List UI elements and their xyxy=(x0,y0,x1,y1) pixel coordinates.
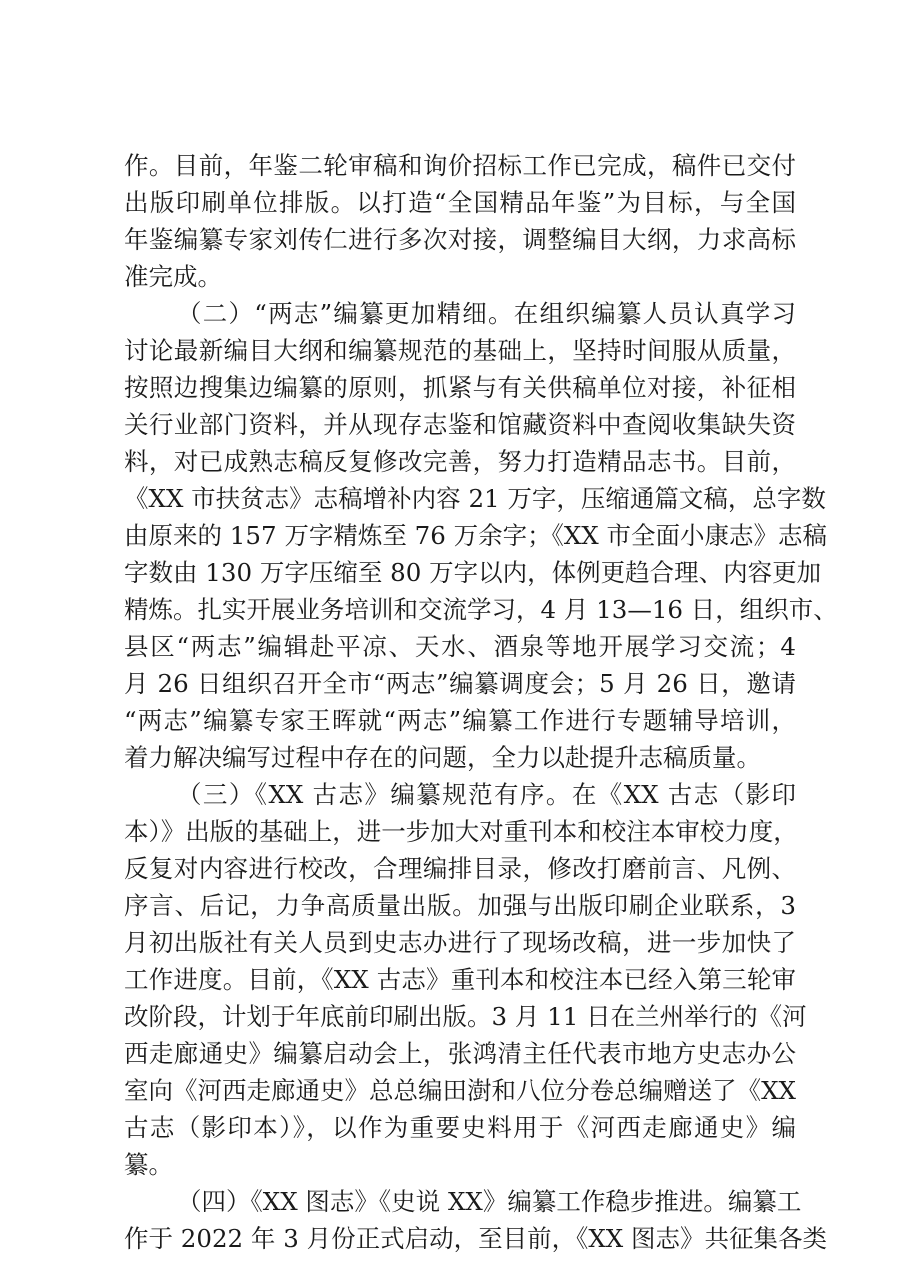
paragraph-line: 关行业部门资料，并从现存志鉴和馆藏资料中查阅收集缺失资 xyxy=(124,410,796,439)
paragraph-line: 字数由 130 万字压缩至 80 万字以内，体例更趋合理、内容更加 xyxy=(124,558,822,587)
paragraph-line: 出版印刷单位排版。以打造“全国精品年鉴”为目标，与全国 xyxy=(124,188,796,217)
paragraph-line: 纂。 xyxy=(124,1150,173,1179)
paragraph-line: 室向《河西走廊通史》总总编田澍和八位分卷总编赠送了《XX xyxy=(124,1076,796,1105)
paragraph-line: 按照边搜集边编纂的原则，抓紧与有关供稿单位对接，补征相 xyxy=(124,373,796,402)
paragraph-line: 《XX 市扶贫志》志稿增补内容 21 万字，压缩通篇文稿，总字数 xyxy=(124,484,826,513)
paragraph-line: 工作进度。目前，《XX 古志》重刊本和校注本已经入第三轮审 xyxy=(124,965,796,994)
paragraph-line: “两志”编纂专家王晖就“两志”编纂工作进行专题辅导培训， xyxy=(124,706,796,735)
section-heading-line: （三）《XX 古志》编纂规范有序。在《XX 古志（影印 xyxy=(177,780,796,809)
paragraph-line: 准完成。 xyxy=(124,262,222,291)
section-heading-line: （二）“两志”编纂更加精细。在组织编纂人员认真学习 xyxy=(177,299,796,328)
paragraph-line: 着力解决编写过程中存在的问题，全力以赴提升志稿质量。 xyxy=(124,743,761,772)
paragraph-line: 县区“两志”编辑赴平凉、天水、酒泉等地开展学习交流；4 xyxy=(124,632,796,661)
paragraph-line: 反复对内容进行校改，合理编排目录，修改打磨前言、凡例、 xyxy=(124,854,796,883)
paragraph-line: 月初出版社有关人员到史志办进行了现场改稿，进一步加快了 xyxy=(124,928,796,957)
paragraph-line: 古志（影印本）》，以作为重要史料用于《河西走廊通史》编 xyxy=(124,1113,796,1142)
paragraph-line: 作。目前，年鉴二轮审稿和询价招标工作已完成，稿件已交付 xyxy=(124,151,796,180)
paragraph-line: 作于 2022 年 3 月份正式启动，至目前，《XX 图志》共征集各类 xyxy=(124,1224,828,1253)
paragraph-line: 月 26 日组织召开全市“两志”编纂调度会；5 月 26 日，邀请 xyxy=(124,669,796,698)
paragraph-line: 本）》出版的基础上，进一步加大对重刊本和校注本审校力度， xyxy=(124,817,798,846)
paragraph-line: 料，对已成熟志稿反复修改完善，努力打造精品志书。目前， xyxy=(124,447,796,476)
paragraph-line: 年鉴编纂专家刘传仁进行多次对接，调整编目大纲，力求高标 xyxy=(124,225,796,254)
paragraph-line: 精炼。扎实开展业务培训和交流学习，4 月 13—16 日，组织市、 xyxy=(124,595,838,624)
paragraph-line: 由原来的 157 万字精炼至 76 万余字；《XX 市全面小康志》志稿 xyxy=(124,521,828,550)
paragraph-line: 西走廊通史》编纂启动会上，张鸿清主任代表市地方史志办公 xyxy=(124,1039,796,1068)
section-heading-line: （四）《XX 图志》《史说 XX》编纂工作稳步推进。编纂工 xyxy=(177,1187,802,1216)
paragraph-line: 讨论最新编目大纲和编纂规范的基础上，坚持时间服从质量， xyxy=(124,336,796,365)
paragraph-line: 序言、后记，力争高质量出版。加强与出版印刷企业联系，3 xyxy=(124,891,796,920)
paragraph-line: 改阶段，计划于年底前印刷出版。3 月 11 日在兰州举行的《河 xyxy=(124,1002,807,1031)
